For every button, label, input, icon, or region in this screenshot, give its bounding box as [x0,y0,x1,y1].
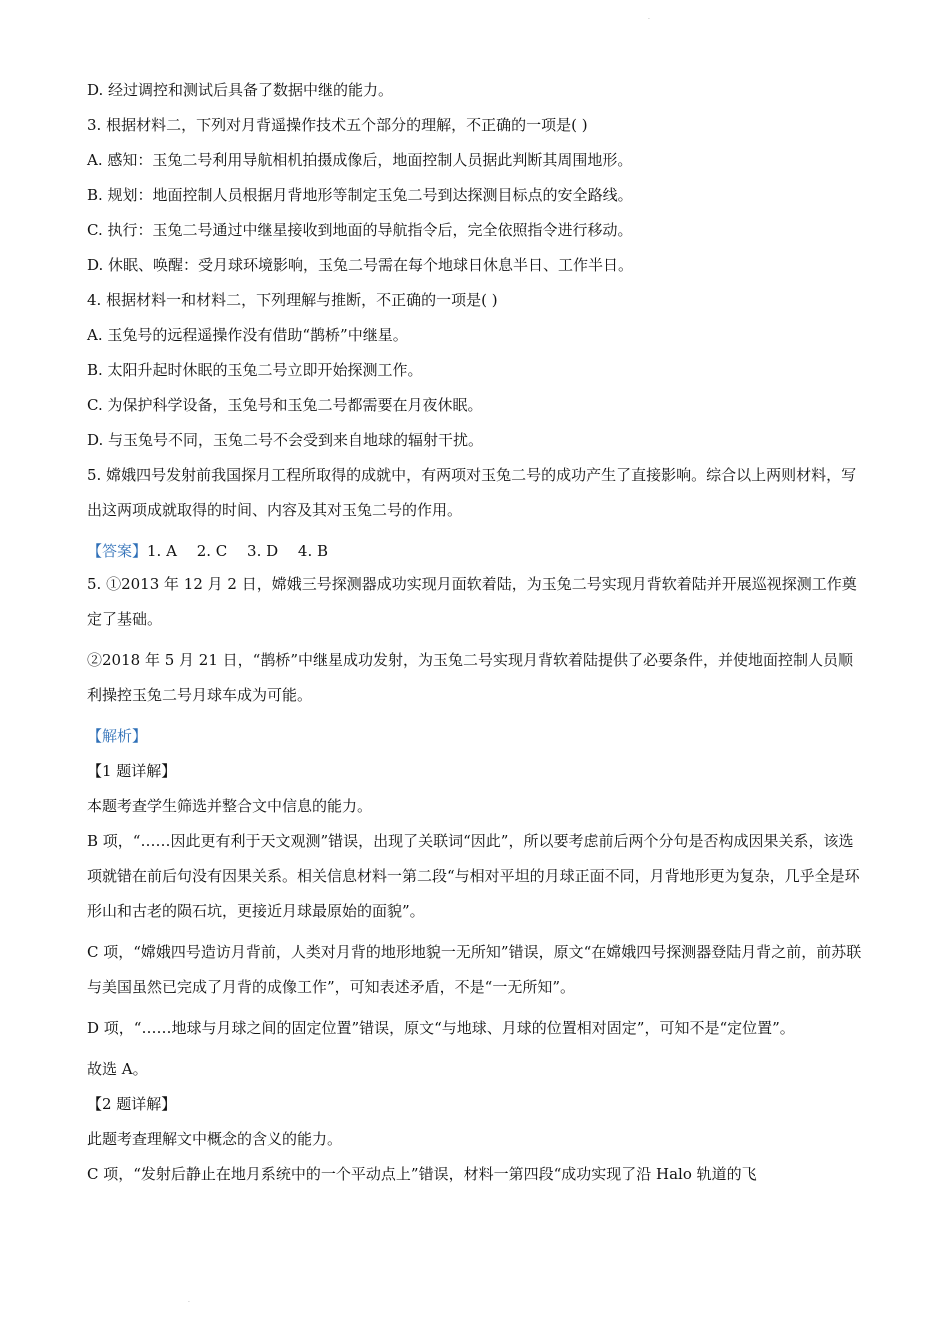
q2-detail-intro: 此题考查理解文中概念的含义的能力。 [87,1130,343,1148]
analysis-label: 【解析】 [87,727,148,745]
answer-label: 【答案】 [87,542,148,560]
q1-detail-c: C 项，“嫦娥四号造访月背前，人类对月背的地形地貌一无所知”错误，原文“在嫦娥四号探测器登陆月背之前，前苏联与美国虽然已完成了月背的成像工作”，可知表述矛盾，不是“一无所知”。 [87,943,862,996]
answer-q5-item1 [87,567,867,637]
answer-q5-item2: ②2018 年 5 月 21 日，“鹊桥”中继星成功发射，为玉兔二号实现月背软着陆提供了必要条件，并使地面控制人员顺利操控玉兔二号月球车成为可能。 [87,651,853,704]
answer-row [87,539,867,563]
q4-option-d: D. 与玉兔号不同，玉兔二号不会受到来自地球的辐射干扰。 [87,431,484,449]
q2-detail-c: C 项，“发射后静止在地月系统中的一个平动点上”错误，材料一第四段“成功实现了沿 Halo 轨道的飞 [87,1165,757,1183]
q2-detail-heading: 【2 题详解】 [87,1095,177,1113]
q1-detail-intro: 本题考查学生筛选并整合文中信息的能力。 [87,797,373,815]
q3-option-d: D. 休眠、唤醒：受月球环境影响，玉兔二号需在每个地球日休息半日、工作半日。 [87,256,634,274]
bottom-dot-mark: · [188,1299,190,1306]
q4-stem: 4. 根据材料一和材料二，下列理解与推断，不正确的一项是( ) [87,291,498,309]
q1-detail-b: B 项，“……因此更有利于天文观测”错误，出现了关联词“因此”，所以要考虑前后两个分句是否构成因果关系，该选项就错在前后句没有因果关系。相关信息材料一第二段“与相对平坦的月球正面不同，月背地形更为复杂，几乎全是环形山和古老的陨石坑，更接近月球最原始的面貌”。 [87,832,860,920]
q4-option-a: A. 玉兔号的远程遥操作没有借助“鹊桥”中继星。 [87,326,408,344]
answer-choices: 1. A 2. C 3. D 4. B [147,542,328,560]
q1-conclusion: 故选 A。 [87,1060,148,1078]
q3-stem: 3. 根据材料二，下列对月背遥操作技术五个部分的理解，不正确的一项是( ) [87,116,588,134]
q3-option-c: C. 执行：玉兔二号通过中继星接收到地面的导航指令后，完全依照指令进行移动。 [87,221,633,239]
answer-q5-item1-text: ①2013 年 12 月 2 日，嫦娥三号探测器成功实现月面软着陆，为玉兔二号实现月背软着陆并开展巡视探测工作奠定了基础。 [87,575,857,628]
q1-detail-d: D 项，“……地球与月球之间的固定位置”错误，原文“与地球、月球的位置相对固定”，可知不是“定位置”。 [87,1019,795,1037]
q4-option-c: C. 为保护科学设备，玉兔号和玉兔二号都需要在月夜休眠。 [87,396,483,414]
q1-detail-heading: 【1 题详解】 [87,762,177,780]
q3-option-b: B. 规划：地面控制人员根据月背地形等制定玉兔二号到达探测目标点的安全路线。 [87,186,633,204]
answer-q5-number: 5. [87,575,107,593]
q5-stem: 5. 嫦娥四号发射前我国探月工程所取得的成就中，有两项对玉兔二号的成功产生了直接影响。综合以上两则材料，写出这两项成就取得的时间、内容及其对玉兔二号的作用。 [87,466,857,519]
top-dot-mark: · [648,16,650,23]
document-body [87,78,867,1197]
q4-option-b: B. 太阳升起时休眠的玉兔二号立即开始探测工作。 [87,361,423,379]
q3-option-a: A. 感知：玉兔二号利用导航相机拍摄成像后，地面控制人员据此判断其周围地形。 [87,151,633,169]
q2-option-d: D. 经过调控和测试后具备了数据中继的能力。 [87,81,394,99]
